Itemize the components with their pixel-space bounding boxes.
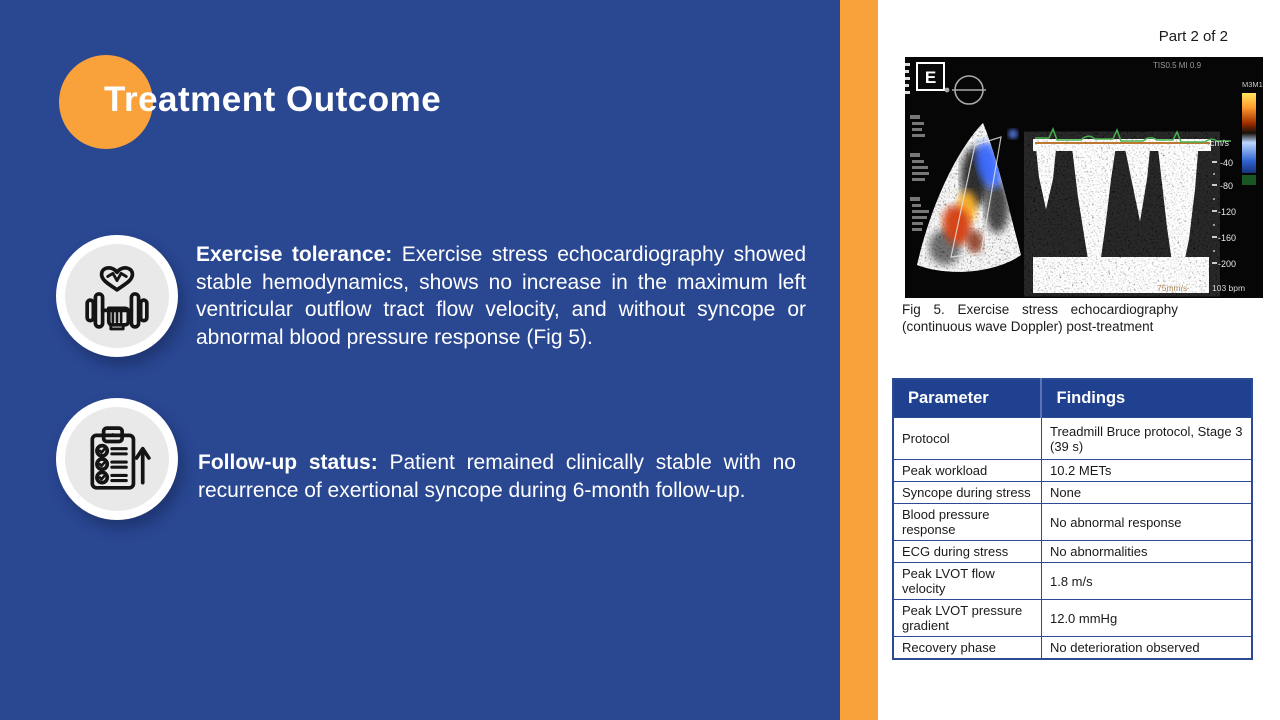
echo-figure-image bbox=[905, 57, 1263, 298]
svg-text:M3M1: M3M1 bbox=[1242, 80, 1263, 89]
figure-caption: Fig 5. Exercise stress echocardiography (continuous wave Doppler) post-treatment bbox=[902, 302, 1178, 334]
table-row bbox=[893, 563, 1252, 600]
table-row bbox=[893, 504, 1252, 541]
cell-parameter: Peak workload bbox=[893, 460, 1041, 482]
cell-parameter: Protocol bbox=[893, 418, 1041, 460]
panel-label bbox=[917, 63, 944, 90]
cell-finding: 1.8 m/s bbox=[1041, 563, 1252, 600]
svg-text:-120: -120 bbox=[1218, 207, 1237, 217]
heart-rate-label: 103 bpm bbox=[1212, 283, 1246, 293]
cell-parameter: Syncope during stress bbox=[893, 482, 1041, 504]
cell-finding: Treadmill Bruce protocol, Stage 3 (39 s) bbox=[1041, 418, 1252, 460]
svg-text:-40: -40 bbox=[1220, 158, 1234, 168]
page-title: Treatment Outcome bbox=[104, 80, 442, 119]
svg-text:E: E bbox=[924, 68, 937, 87]
part-label: Part 2 of 2 bbox=[1158, 28, 1228, 45]
bullet-icon-badge bbox=[56, 235, 178, 357]
cell-finding: No deterioration observed bbox=[1041, 637, 1252, 660]
svg-text:-200: -200 bbox=[1218, 259, 1237, 269]
bullet-lead: Follow-up status: bbox=[198, 451, 378, 474]
cell-finding: No abnormal response bbox=[1041, 504, 1252, 541]
table-row bbox=[893, 637, 1252, 660]
sweep-speed-label: 75mm/s bbox=[1157, 283, 1188, 293]
mi-tis-label: TIS0.5 MI 0.9 bbox=[1153, 61, 1202, 70]
svg-text:cm/s: cm/s bbox=[1210, 138, 1229, 148]
artifact-dot bbox=[1008, 129, 1018, 139]
findings-table bbox=[892, 378, 1253, 660]
table-row bbox=[893, 541, 1252, 563]
bullet-exercise-tolerance bbox=[196, 241, 806, 351]
cell-finding: None bbox=[1041, 482, 1252, 504]
cell-finding: No abnormalities bbox=[1041, 541, 1252, 563]
heart-dumbbell-icon bbox=[65, 244, 169, 348]
svg-text:-160: -160 bbox=[1218, 233, 1237, 243]
table-row bbox=[893, 600, 1252, 637]
column-header-parameter: Parameter bbox=[893, 379, 1041, 418]
table-row bbox=[893, 482, 1252, 504]
cell-parameter: Recovery phase bbox=[893, 637, 1041, 660]
cell-parameter: Blood pressure response bbox=[893, 504, 1041, 541]
cell-finding: 10.2 METs bbox=[1041, 460, 1252, 482]
spectral-doppler-trace bbox=[1031, 129, 1234, 298]
cell-finding: 12.0 mmHg bbox=[1041, 600, 1252, 637]
table-row bbox=[893, 418, 1252, 460]
bullet-icon-badge bbox=[56, 398, 178, 520]
table-header-row bbox=[893, 379, 1252, 418]
cell-parameter: Peak LVOT flow velocity bbox=[893, 563, 1041, 600]
bullet-follow-up-status bbox=[198, 449, 796, 504]
cell-parameter: ECG during stress bbox=[893, 541, 1041, 563]
cell-parameter: Peak LVOT pressure gradient bbox=[893, 600, 1041, 637]
table-row bbox=[893, 460, 1252, 482]
bullet-body: Exercise stress echocardiography showed stable hemodynamics, shows no increase in the maximum left ventricular outflow tract flow velocity, and without syncope or abnormal blood pressure response (Fig 5). bbox=[196, 243, 806, 349]
svg-text:-80: -80 bbox=[1220, 181, 1234, 191]
bullet-lead: Exercise tolerance: bbox=[196, 243, 393, 266]
accent-stripe bbox=[840, 0, 878, 720]
bullet-body: Patient remained clinically stable with no recurrence of exertional syncope during 6-month follow-up. bbox=[198, 451, 796, 502]
clipboard-checklist-arrow-icon bbox=[65, 407, 169, 511]
column-header-findings: Findings bbox=[1041, 379, 1252, 418]
